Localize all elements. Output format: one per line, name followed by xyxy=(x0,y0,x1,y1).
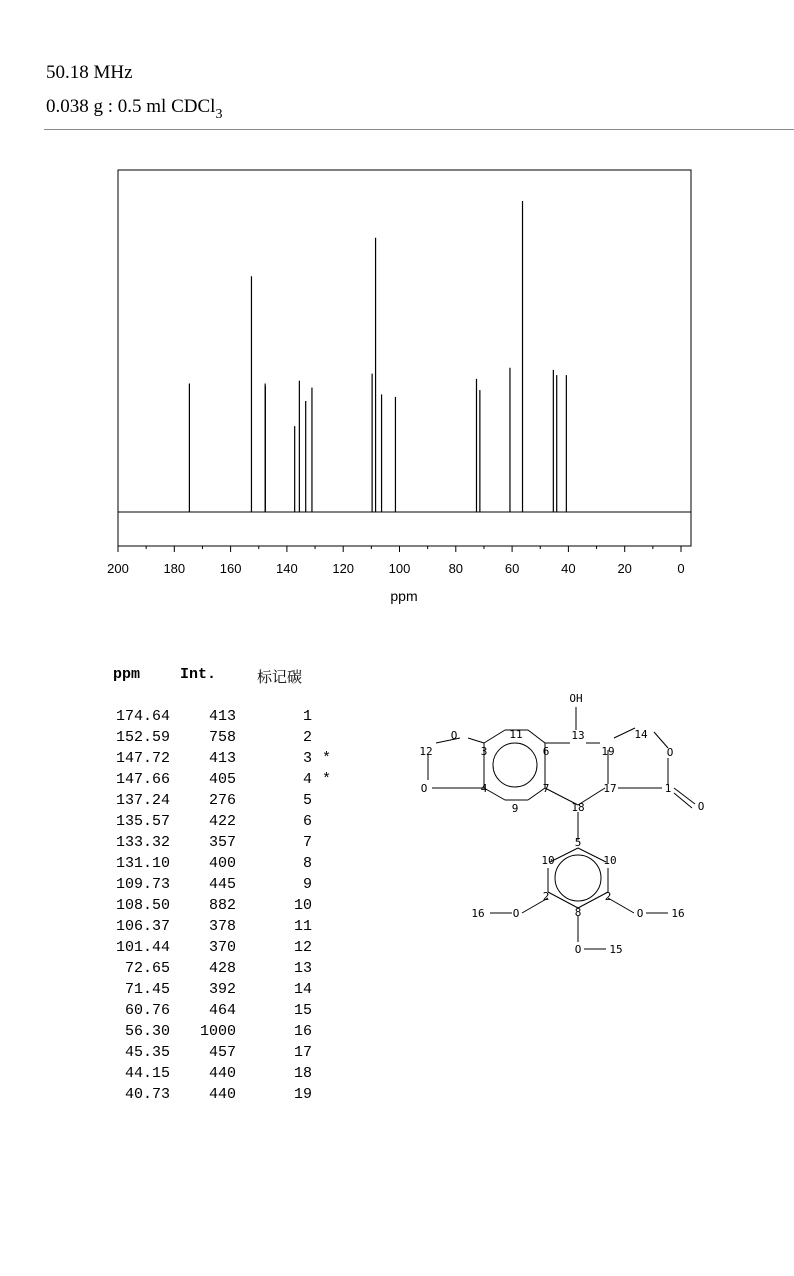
x-tick-label: 40 xyxy=(561,561,576,576)
carbon-cell: 9 xyxy=(302,876,312,893)
label-c1: 1 xyxy=(664,782,672,795)
x-tick-label: 120 xyxy=(332,561,355,576)
label-c2-left: 2 xyxy=(542,890,550,903)
carbon-cell: 8 xyxy=(302,855,312,872)
carbon-cell: 10 xyxy=(293,897,312,914)
x-tick-label: 0 xyxy=(677,561,685,576)
int-cell: 413 xyxy=(208,708,236,725)
ppm-cell: 101.44 xyxy=(115,939,170,956)
int-cell: 882 xyxy=(208,897,236,914)
label-c4: 4 xyxy=(480,782,488,795)
label-c11: 11 xyxy=(509,728,523,741)
label-c3: 3 xyxy=(480,745,488,758)
label-c19: 19 xyxy=(601,745,615,758)
int-cell: 758 xyxy=(208,729,236,746)
ppm-cell: 108.50 xyxy=(115,897,170,914)
carbon-cell: 1 xyxy=(302,708,312,725)
carbon-cell: 11 xyxy=(293,918,312,935)
ppm-cell: 106.37 xyxy=(115,918,170,935)
label-c16-left: 16 xyxy=(471,907,485,920)
int-cell: 370 xyxy=(208,939,236,956)
x-axis-ticks xyxy=(107,546,684,576)
ppm-cell: 174.64 xyxy=(115,708,170,725)
int-cell: 457 xyxy=(208,1044,236,1061)
label-o-methoxy-bottom: O xyxy=(574,943,582,956)
label-c17: 17 xyxy=(603,782,617,795)
label-c6: 6 xyxy=(542,745,550,758)
carbon-cell: 14 xyxy=(293,981,312,998)
header-ppm: ppm xyxy=(113,666,141,683)
x-tick-label: 160 xyxy=(219,561,242,576)
atom-labels xyxy=(419,692,704,956)
carbon-cell: 3 xyxy=(302,750,312,767)
mark-cell: * xyxy=(322,750,332,767)
int-cell: 378 xyxy=(208,918,236,935)
label-c12: 12 xyxy=(419,745,433,758)
carbon-cell: 16 xyxy=(293,1023,312,1040)
int-cell: 445 xyxy=(208,876,236,893)
int-cell: 440 xyxy=(208,1065,236,1082)
carbon-cell: 17 xyxy=(293,1044,312,1061)
label-c10-left: 10 xyxy=(541,854,555,867)
label-c5: 5 xyxy=(574,836,582,849)
peak-series xyxy=(189,201,566,512)
header-carbon: 标记碳 xyxy=(257,668,303,686)
ppm-cell: 71.45 xyxy=(124,981,170,998)
carbon-cell: 12 xyxy=(293,939,312,956)
ppm-cell: 44.15 xyxy=(124,1065,170,1082)
x-tick-label: 100 xyxy=(388,561,411,576)
nmr-spectrum-chart xyxy=(0,0,794,620)
ppm-cell: 147.72 xyxy=(115,750,170,767)
label-c18: 18 xyxy=(571,801,585,814)
label-o-methoxy-left: O xyxy=(512,907,520,920)
ppm-cell: 109.73 xyxy=(115,876,170,893)
int-cell: 400 xyxy=(208,855,236,872)
x-tick-label: 60 xyxy=(504,561,520,576)
label-c8: 8 xyxy=(574,906,582,919)
int-cell: 357 xyxy=(208,834,236,851)
int-cell: 405 xyxy=(208,771,236,788)
label-c10-right: 10 xyxy=(603,854,617,867)
ppm-cell: 40.73 xyxy=(124,1086,170,1103)
int-cell: 276 xyxy=(208,792,236,809)
ppm-cell: 45.35 xyxy=(124,1044,170,1061)
ppm-cell: 56.30 xyxy=(124,1023,170,1040)
label-o-carbonyl: O xyxy=(697,800,705,813)
x-tick-label: 20 xyxy=(617,561,632,576)
int-cell: 392 xyxy=(208,981,236,998)
header-int: Int. xyxy=(180,666,217,683)
label-oh: OH xyxy=(569,692,583,705)
label-o-ring-top: O xyxy=(450,729,458,742)
int-cell: 1000 xyxy=(199,1023,236,1040)
carbon-cell: 19 xyxy=(293,1086,312,1103)
carbon-cell: 7 xyxy=(302,834,312,851)
int-cell: 464 xyxy=(208,1002,236,1019)
sample-main: 0.038 g : 0.5 ml CDCl xyxy=(46,96,216,117)
int-cell: 422 xyxy=(208,813,236,830)
mark-cell: * xyxy=(322,771,332,788)
ppm-cell: 152.59 xyxy=(115,729,170,746)
label-o-lactone: O xyxy=(666,746,674,759)
carbon-cell: 4 xyxy=(302,771,312,788)
carbon-cell: 6 xyxy=(302,813,312,830)
label-c7: 7 xyxy=(542,782,550,795)
carbon-cell: 13 xyxy=(293,960,312,977)
ppm-cell: 131.10 xyxy=(115,855,170,872)
ppm-cell: 135.57 xyxy=(115,813,170,830)
bond-lines xyxy=(428,707,695,949)
x-tick-label: 140 xyxy=(276,561,298,576)
int-cell: 413 xyxy=(208,750,236,767)
label-c2-right: 2 xyxy=(604,890,612,903)
int-cell: 428 xyxy=(208,960,236,977)
carbon-cell: 15 xyxy=(293,1002,312,1019)
label-o-left: O xyxy=(420,782,428,795)
x-axis-label: ppm xyxy=(390,588,418,604)
ppm-cell: 137.24 xyxy=(115,792,170,809)
label-c9: 9 xyxy=(511,802,519,815)
plot-frame xyxy=(118,170,691,546)
int-cell: 440 xyxy=(208,1086,236,1103)
x-tick-label: 200 xyxy=(107,561,129,576)
ppm-cell: 133.32 xyxy=(115,834,170,851)
frequency-label: 50.18 MHz xyxy=(46,62,133,83)
carbon-cell: 18 xyxy=(293,1065,312,1082)
sample-subscript: 3 xyxy=(215,107,223,122)
ppm-cell: 72.65 xyxy=(124,960,170,977)
carbon-cell: 2 xyxy=(302,729,312,746)
label-o-methoxy-right: O xyxy=(636,907,644,920)
label-c14: 14 xyxy=(634,728,648,741)
ppm-cell: 60.76 xyxy=(124,1002,170,1019)
label-c15: 15 xyxy=(609,943,623,956)
label-c16-right: 16 xyxy=(671,907,685,920)
label-c13: 13 xyxy=(571,729,585,742)
carbon-cell: 5 xyxy=(302,792,312,809)
x-tick-label: 180 xyxy=(163,561,186,576)
molecule-structure xyxy=(400,680,730,970)
x-tick-label: 80 xyxy=(448,561,464,576)
ppm-cell: 147.66 xyxy=(115,771,170,788)
